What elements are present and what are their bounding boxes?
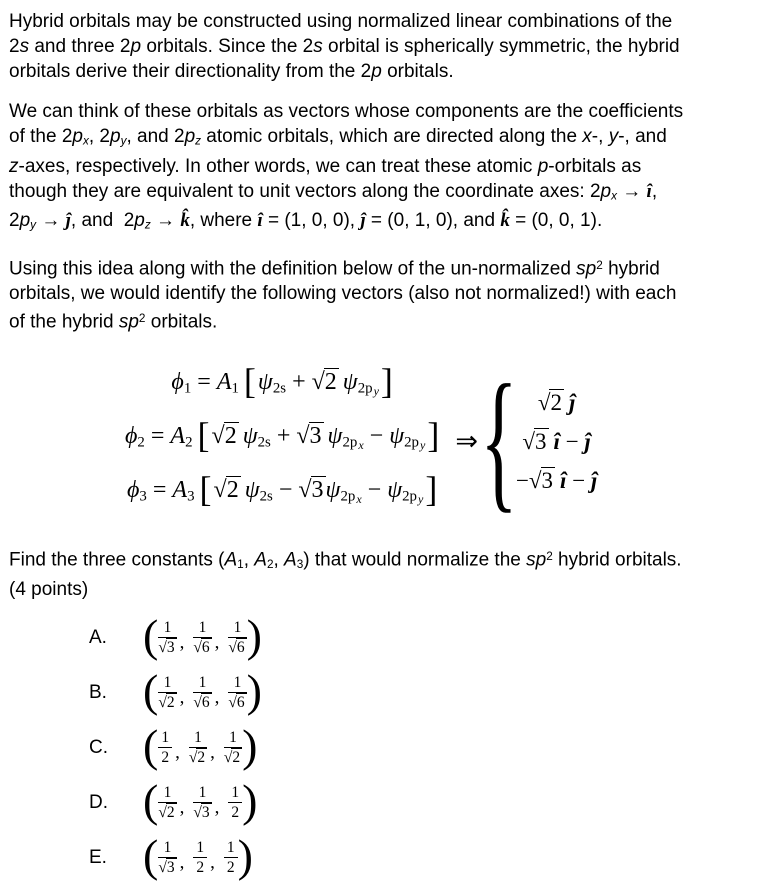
choice-B-label: B. [89,681,107,703]
choice-C[interactable] [89,719,767,771]
choice-D[interactable] [89,774,767,826]
choice-A-value: ( $\frac{1}{√3}$ , $\frac{1}{√6}$ , $\frac{1}{√6}$ ) [143,609,262,661]
paragraph-intro: Hybrid orbitals may be constructed using normalized linear combinations of the 2s and three 2p orbitals. Since the 2s orbital is spherically symmetric, the hybrid orbitals derive their directionality from the 2p orbitals. [9,11,680,82]
choice-A-label: A. [89,626,107,648]
choice-B[interactable] [89,664,767,716]
answer-choices [9,609,767,881]
vector-2: √3 î − ĵ [522,428,591,454]
choice-C-label: C. [89,736,108,758]
vector-3: −√3 î − ĵ [515,467,598,493]
vector-1: √2 ĵ [537,389,576,415]
choice-E[interactable] [89,829,767,881]
choice-E-value: ( $\frac{1}{√3}$ , $\frac{1}{2}$ , $\frac{1}{2}$ ) [143,829,253,881]
equation-phi1: ϕ1 = A1 [ψ2s + √2 $\psi 2p_y$] [171,360,393,401]
choice-E-label: E. [89,846,107,868]
choice-C-value: ( $\frac{1}{2}$ , $\frac{1}{√2}$ , $\frac{1}{√2}$ ) [143,719,258,771]
vector-column [516,383,597,500]
choice-A[interactable] [89,609,767,661]
choice-D-value: ( $\frac{1}{√2}$ , $\frac{1}{√3}$ , $\frac{1}{2}$ ) [143,774,258,826]
hybrid-orbital-equations [125,360,441,522]
paragraph-vectors: We can think of these orbitals as vectors whose components are the coefficients of the 2px, 2py, and 2pz atomic orbitals, which are directed along the x-, y-, and z-axes, respectively. In other words, we can treat these atomic p-orbitals as though they are equivalent to unit vectors along the coordinate axes: 2px → î, 2py → ĵ, and 2pz → k̂, where î = (1, 0, 0), ĵ = (0, 1, 0), and k̂ = (0, 0, 1). [9,101,684,232]
equation-phi3: ϕ3 = A3 [√2 $\psi 2s - √3\psi 2p_x - \psi 2p_y$] [127,468,438,509]
choice-B-value: ( $\frac{1}{√2}$ , $\frac{1}{√6}$ , $\frac{1}{√6}$ ) [143,664,262,716]
implies-arrow-icon: ⇒ [455,425,478,457]
choice-D-label: D. [89,791,108,813]
equation-block: ϕ1 = A1 [ψ2s + √2 $\psi 2p_y$] ϕ2 = A2 [√2 ψ2s + √3 $\psi 2p_x - \psi 2p_y$] ϕ3 = A3 [√2 $\psi 2s - √3\psi 2p_x - \psi 2p_y$] ⇒ { √2 ĵ √3 î − ĵ −√3 î − ĵ [125,354,598,527]
paragraph-definition: Using this idea along with the definition below of the un-normalized $sp^2$ hybrid orbitals, we would identify the following vectors (also not normalized!) with each of the hybrid $sp^2$ orbitals. [9,258,677,333]
question-text: Find the three constants (A1, A2, A3) that would normalize the $sp^2$ hybrid orbitals. (4 points) [9,549,682,601]
equation-phi2: ϕ2 = A2 [√2 ψ2s + √3 $\psi 2p_x - \psi 2p_y$] [125,414,440,455]
